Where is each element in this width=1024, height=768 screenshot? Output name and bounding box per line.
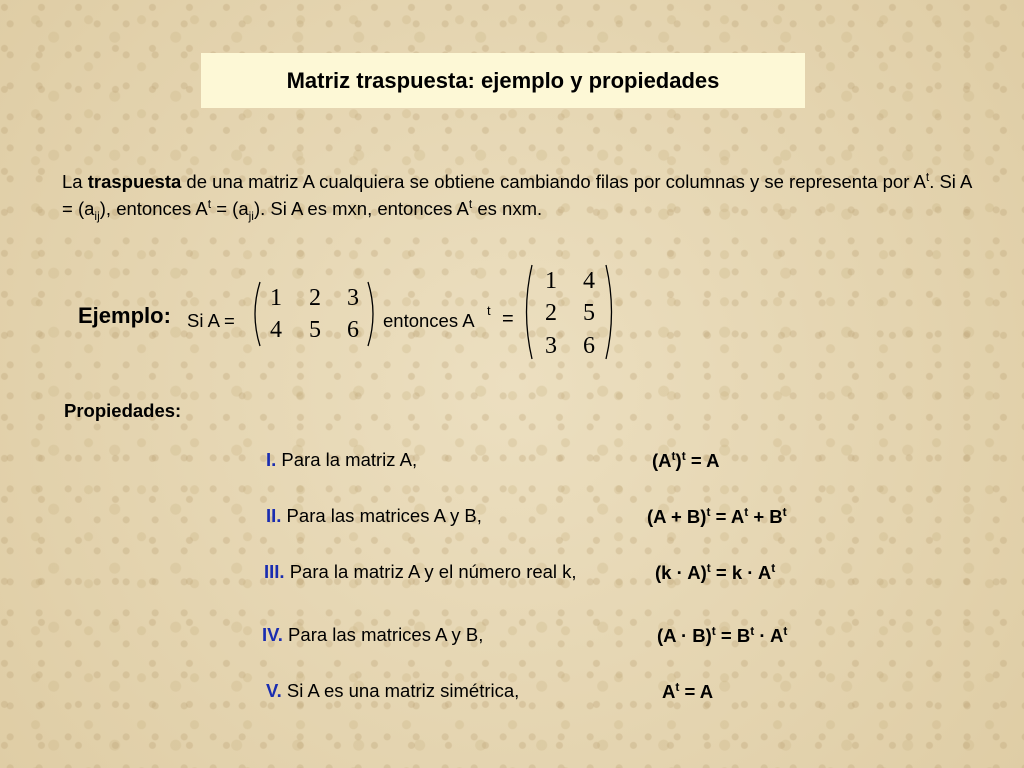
property-number: V.	[266, 680, 282, 701]
si-a-label: Si A =	[187, 310, 235, 331]
matrix-cell: 5	[309, 317, 321, 343]
properties-heading: Propiedades:	[64, 400, 182, 421]
property-5-formula: $A^t = A$	[662, 680, 714, 703]
matrix-cell: 3	[545, 333, 557, 359]
intro-text: ). Si A es mxn, entonces A	[253, 198, 469, 220]
intro-text: La	[62, 171, 88, 193]
property-4-formula: $(A \cdot B)^t = B^t \cdot A^t$	[657, 624, 788, 647]
superscript-t: t	[207, 197, 212, 212]
property-text: Para la matriz A,	[276, 449, 418, 470]
superscript-t: t	[468, 197, 473, 212]
matrix-cell: 4	[583, 268, 595, 294]
matrix-cell: 5	[583, 300, 595, 326]
property-text: Para las matrices A y B,	[282, 624, 484, 645]
property-text: Para las matrices A y B,	[281, 505, 482, 526]
intro-paragraph	[62, 166, 972, 228]
property-text: Si A es una matriz simétrica,	[281, 680, 520, 701]
property-2	[266, 505, 482, 527]
right-paren	[604, 263, 618, 361]
left-paren	[248, 280, 262, 348]
intro-text: de una matriz A cualquiera se obtiene cambiando filas por columnas y se representa por A	[181, 171, 926, 193]
superscript-t: t	[925, 170, 930, 184]
matrix-cell: 1	[545, 268, 557, 294]
intro-text: = (a	[211, 198, 249, 220]
slide-title: Matriz traspuesta: ejemplo y propiedades	[286, 67, 720, 93]
intro-text: ), entonces A	[99, 198, 208, 220]
matrix-a-transpose	[520, 263, 618, 361]
matrix-cell: 1	[270, 285, 282, 311]
property-number: IV.	[262, 624, 283, 645]
property-3-formula: $(k \cdot A)^t = k \cdot A^t$	[655, 561, 776, 584]
subscript-ji: ji	[248, 209, 254, 223]
intro-text: . Si A = (a	[62, 171, 972, 220]
property-1	[266, 449, 417, 471]
property-1-formula: $(A^t)^t = A$	[652, 449, 720, 472]
intro-text: es nxm.	[472, 198, 543, 220]
property-text: Para la matriz A y el número real k,	[284, 561, 577, 582]
subscript-ij: ij	[94, 209, 100, 223]
property-4	[262, 624, 483, 646]
matrix-cell: 3	[347, 285, 359, 311]
left-paren	[520, 263, 534, 361]
matrix-cell: 6	[347, 317, 359, 343]
matrix-a	[248, 280, 380, 348]
property-number: II.	[266, 505, 282, 526]
property-number: III.	[264, 561, 285, 582]
property-2-formula: $(A + B)^t = A^t + B^t$	[647, 505, 787, 528]
example-label: Ejemplo:	[78, 303, 171, 328]
right-paren	[366, 280, 380, 348]
matrix-cell: 4	[270, 317, 282, 343]
property-5	[266, 680, 519, 702]
matrix-cell: 2	[545, 300, 557, 326]
equals-sign: =	[502, 308, 514, 330]
property-number: I.	[266, 449, 277, 470]
property-3	[264, 561, 577, 583]
intro-bold-term: traspuesta	[87, 171, 182, 193]
title-box	[201, 53, 805, 108]
transpose-superscript: t	[487, 303, 491, 318]
matrix-cell: 6	[583, 333, 595, 359]
matrix-cell: 2	[309, 285, 321, 311]
entonces-label: entonces A	[383, 310, 475, 331]
